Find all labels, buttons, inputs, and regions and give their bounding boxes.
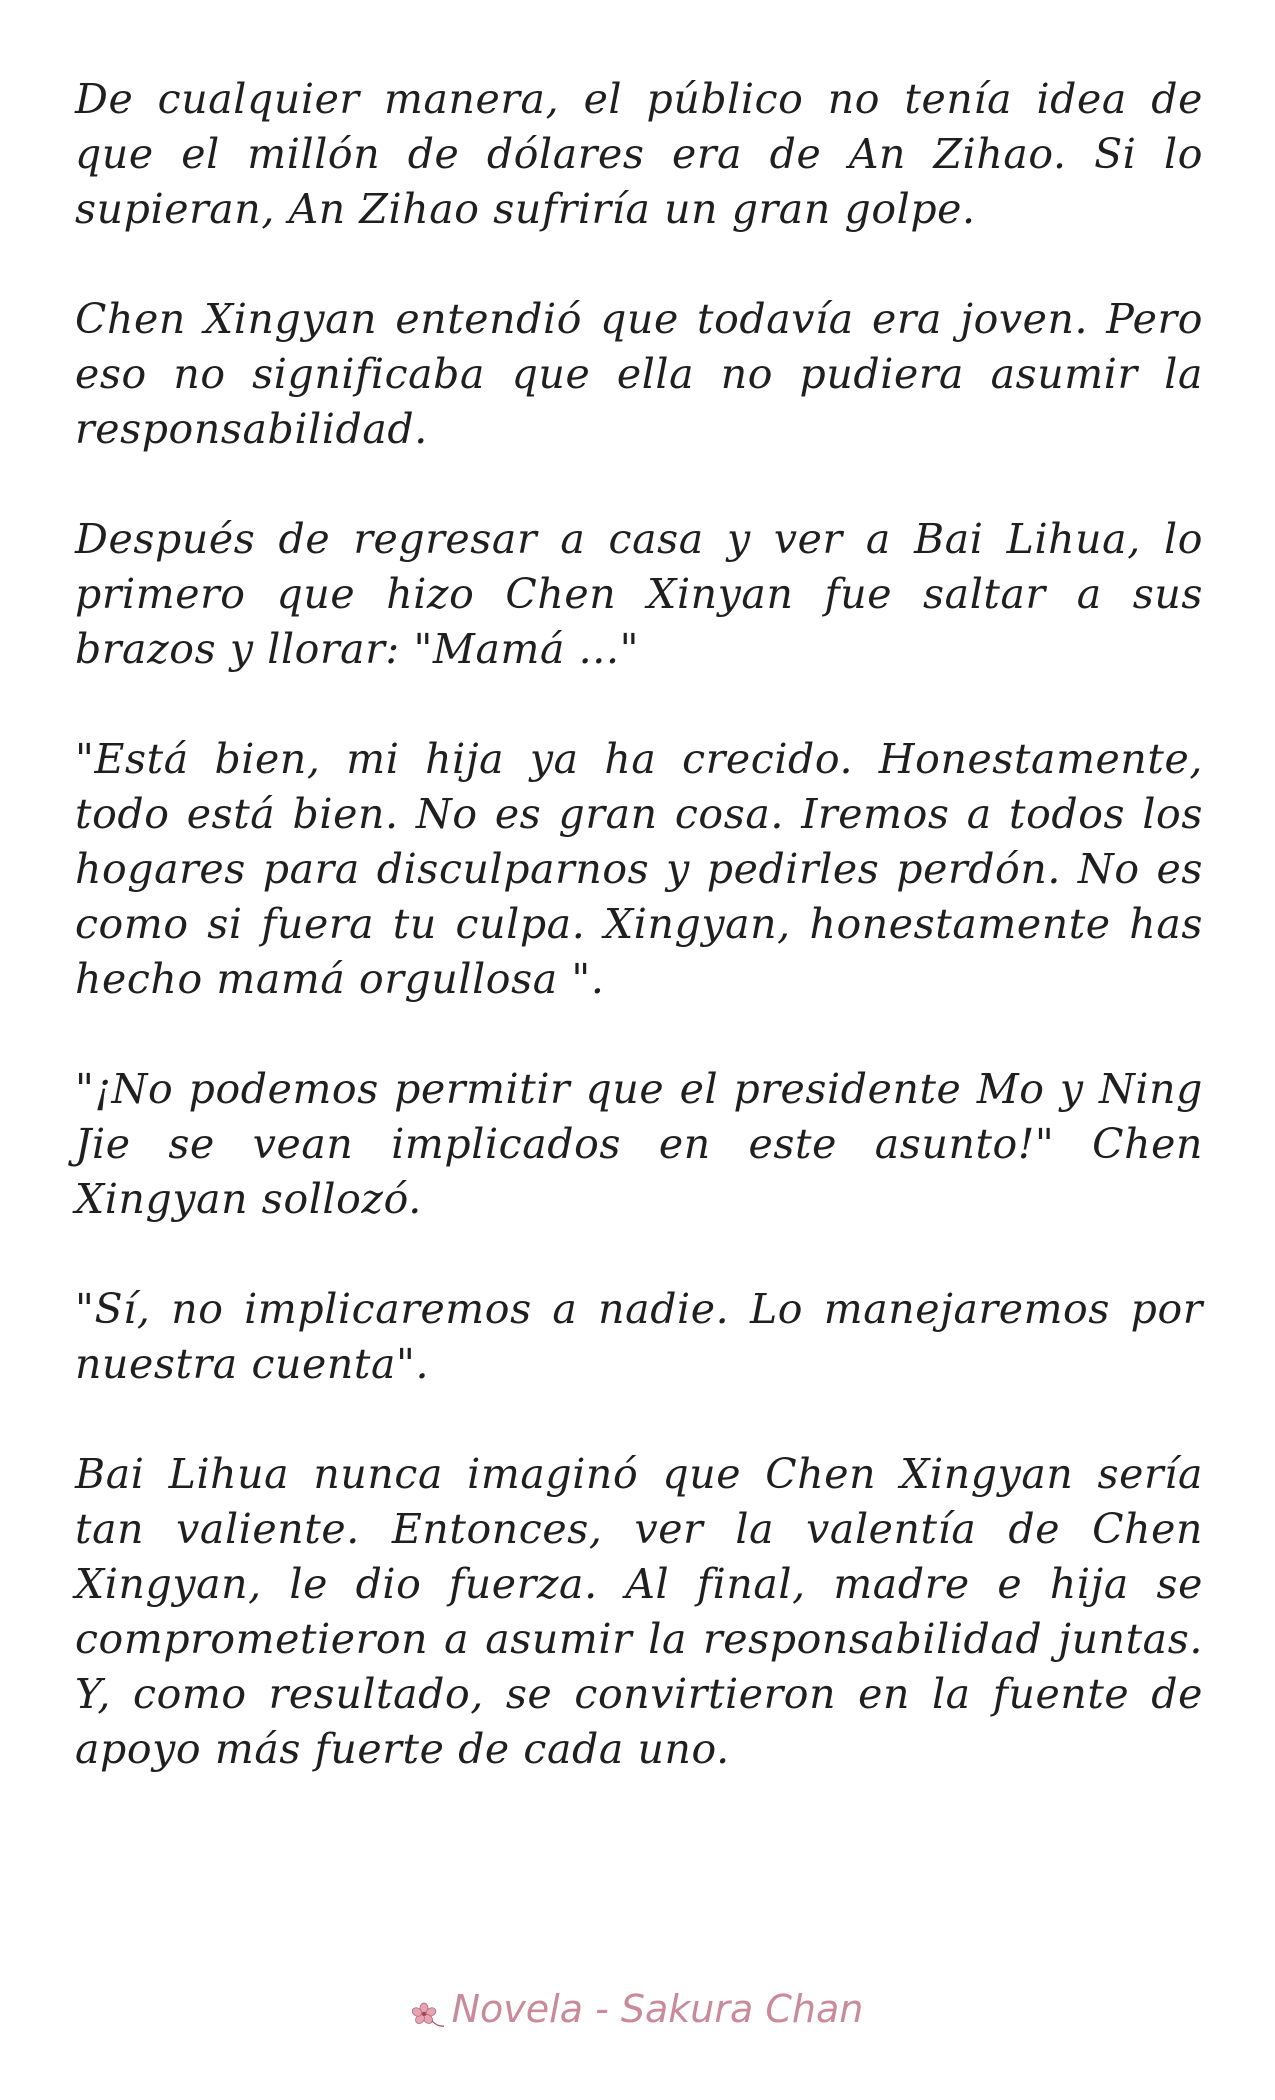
paragraph-7: Bai Lihua nunca imaginó que Chen Xingyan sería tan valiente. Entonces, ver la valentía de Chen Xingyan, le dio fuerza. Al final, madre e hija se comprometieron a asumir la responsabilidad juntas. Y, como resultado, se convirtieron en la fuente de apoyo más fuerte de cada uno. [75, 1450, 1203, 1773]
watermark-footer [0, 1984, 1275, 2034]
paragraph-2: Chen Xingyan entendió que todavía era joven. Pero eso no significaba que ella no pudiera asumir la responsabilidad. [75, 295, 1203, 453]
story-text [75, 72, 1203, 1832]
paragraph-1: De cualquier manera, el público no tenía idea de que el millón de dólares era de An Zihao. Si lo supieran, An Zihao sufriría un gran golpe. [75, 75, 1203, 233]
paragraph-5: "¡No podemos permitir que el presidente Mo y Ning Jie se vean implicados en este asunto!" Chen Xingyan sollozó. [75, 1065, 1203, 1223]
paragraph-3: Después de regresar a casa y ver a Bai Lihua, lo primero que hizo Chen Xinyan fue saltar a sus brazos y llorar: "Mamá ..." [75, 515, 1203, 673]
sakura-flower-icon [412, 1993, 446, 2023]
watermark-text: Novela - Sakura Chan [451, 1987, 864, 2031]
paragraph-6: "Sí, no implicaremos a nadie. Lo manejaremos por nuestra cuenta". [75, 1285, 1203, 1388]
paragraph-4: "Está bien, mi hija ya ha crecido. Honestamente, todo está bien. No es gran cosa. Iremos a todos los hogares para disculparnos y pedirles perdón. No es como si fuera tu culpa. Xingyan, honestamente has hecho mamá orgullosa ". [75, 735, 1203, 1003]
